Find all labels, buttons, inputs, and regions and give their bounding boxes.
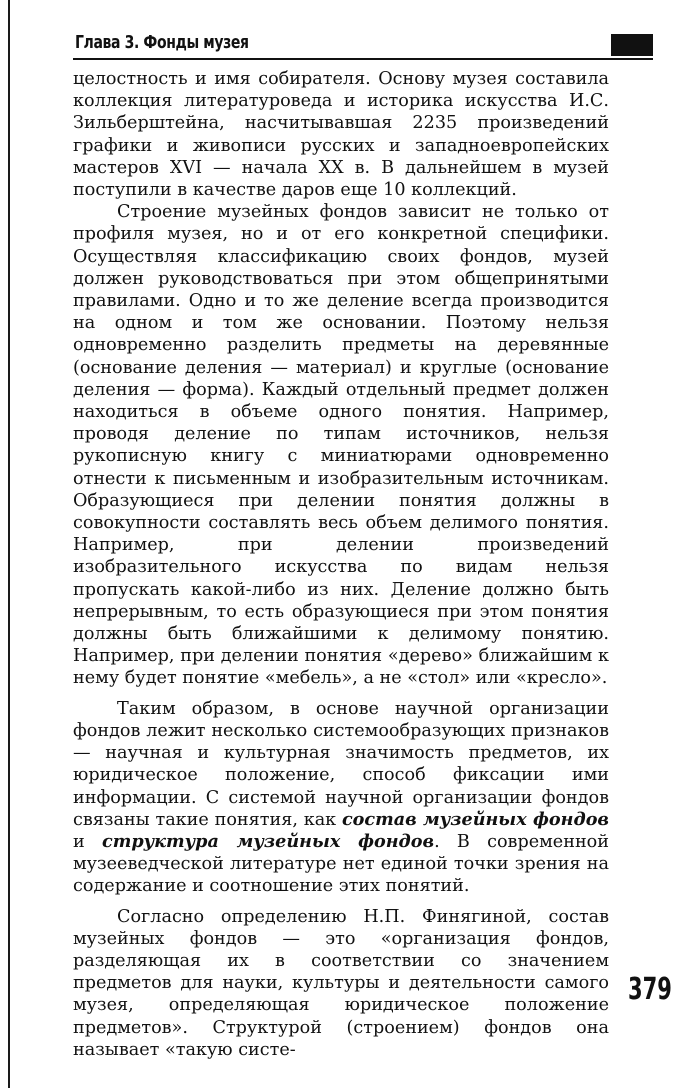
running-header bbox=[73, 32, 653, 60]
paragraph-3-text-a: Таким образом, в основе научной организации фондов лежит несколько системообразующих признаков — научная и культурная значимость предметов, их юридическое положение, способ фиксации ими информации. С системой научной организации фондов связаны такие понятия, как bbox=[73, 698, 609, 830]
paragraph-3 bbox=[73, 698, 609, 898]
page-number: 379 bbox=[628, 972, 672, 1007]
paragraph-1: целостность и имя собирателя. Основу музея составила коллекция литературоведа и историка искусства И.С. Зильберштейна, насчитывавшая 2235 произведений графики и живописи русских и западноевропейских мастеров XVI — начала XX в. В дальнейшем в музей поступили в качестве даров еще 10 коллекций. bbox=[73, 69, 609, 201]
page-edge-rule bbox=[8, 0, 10, 1088]
paragraph-2: Строение музейных фондов зависит не только от профиля музея, но и от его конкретной специфики. Осуществляя классификацию своих фондов, музей должен руководствоваться при этом общепринятыми правилами. Одно и то же деление всегда производится на одном и том же основании. Поэтому нельзя одновременно разделить предметы на деревянные (основание деления — материал) и круглые (основание деления — форма). Каждый отдельный предмет должен находиться в объеме одного понятия. Например, проводя деление по типам источников, нельзя рукописную книгу с миниатюрами одновременно отнести к письменным и изобразительным источникам. Образующиеся при делении понятия должны в совокупности составлять весь объем делимого понятия. Например, при делении произведений изобразительного искусства по видам нельзя пропускать какой-либо из них. Деление должно быть непрерывным, то есть образующиеся при этом понятия должны быть ближайшими к делимому понятию. Например, при делении понятия «дерево» ближайшим к нему будет понятие «мебель», а не «стол» или «кресло». bbox=[73, 202, 609, 689]
paragraph-4: Согласно определению Н.П. Финягиной, состав музейных фондов — это «организация фондов, разделяющая их в соответствии со значением предметов для науки, культуры и деятельности самого музея, определяющая юридическое положение предметов». Структурой (строением) фондов она называет «такую систе- bbox=[73, 906, 609, 1060]
paragraph-3-text-b: . В современной музееведческой литературе нет единой точки зрения на содержание и соотношение этих понятий. bbox=[73, 831, 609, 897]
header-black-block bbox=[611, 34, 653, 56]
page-body bbox=[73, 68, 609, 1061]
term-collection-structure: структура музейных фондов bbox=[101, 830, 435, 852]
chapter-title: Глава 3. Фонды музея bbox=[75, 32, 249, 53]
term-collection-composition: состав музейных фондов bbox=[341, 808, 609, 830]
paragraph-3-conjunction: и bbox=[73, 831, 102, 852]
